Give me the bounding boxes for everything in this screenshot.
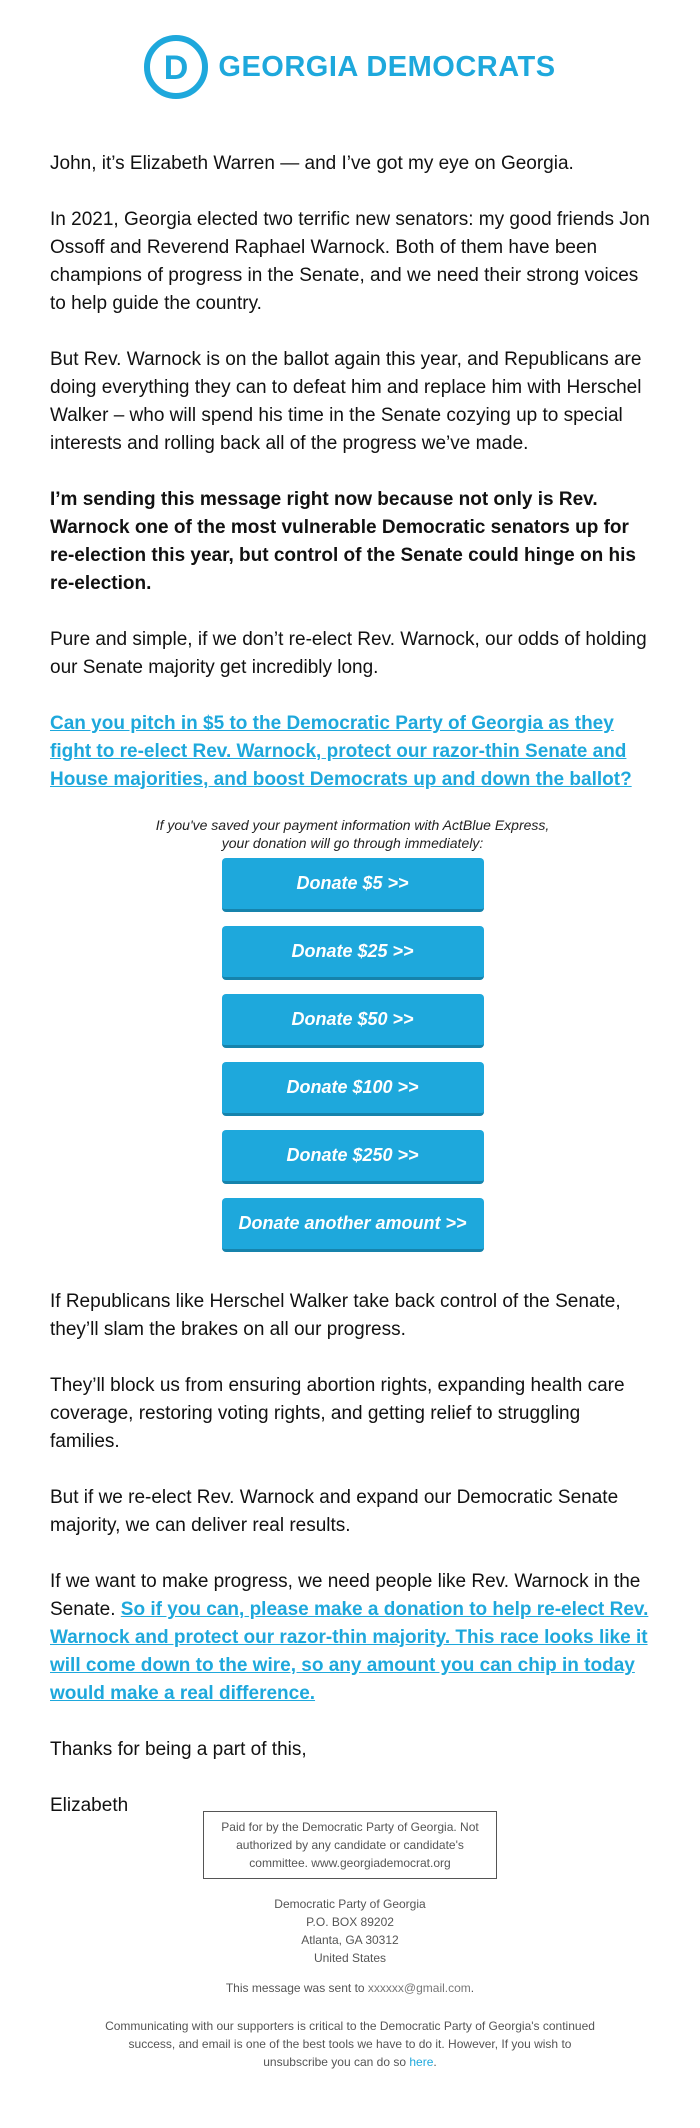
recipient-email: xxxxxx@gmail.com [367,1981,471,1995]
results-paragraph: But if we re-elect Rev. Warnock and expand our Democratic Senate majority, we can deliver real results. [50,1487,619,1536]
brakes-paragraph: If Republicans like Herschel Walker take back control of the Senate, they’ll slam the brakes on all our progress. [50,1291,621,1340]
donate-buttons [50,858,655,1266]
unsubscribe-link[interactable]: here [409,2055,434,2069]
recipient-notice [0,1979,700,1997]
donate-250-button[interactable]: Donate $250 >> [222,1130,484,1184]
address-line: United States [313,1951,387,1965]
express-note-line: If you've saved your payment information with ActBlue Express, [155,817,550,833]
donate-25-button[interactable]: Donate $25 >> [222,926,484,980]
odds-paragraph: Pure and simple, if we don’t re-elect Rev. Warnock, our odds of holding our Senate majority get incredibly long. [50,629,647,678]
urgent-paragraph: I’m sending this message right now because not only is Rev. Warnock one of the most vulnerable Democratic senators up for re-election this year, but control of the Senate could hinge on his re-election. [50,489,636,594]
email-body [50,150,655,1848]
express-note-line: your donation will go through immediately: [221,835,484,851]
democrats-logo-icon [144,35,208,99]
intro-paragraph: John, it’s Elizabeth Warren — and I’ve got my eye on Georgia. [50,153,574,174]
donate-other-amount-button[interactable]: Donate another amount >> [222,1198,484,1252]
sent-prefix: This message was sent to [225,1981,365,1995]
donate-ask-link[interactable]: Can you pitch in $5 to the Democratic Party of Georgia as they fight to re-elect Rev. Warnock, protect our razor-thin Senate and House majorities, and boost Democrats up and down the ballot? [50,713,632,790]
progress-text: If we want to make progress, we need people like Rev. Warnock in the Senate. [50,1571,641,1620]
ask-paragraph [50,710,655,794]
svg-text:D: D [164,49,189,87]
address-line: Atlanta, GA 30312 [301,1933,399,1947]
donate-100-button[interactable]: Donate $100 >> [222,1062,484,1116]
block-paragraph: They’ll block us from ensuring abortion rights, expanding health care coverage, restoring voting rights, and getting relief to struggling families. [50,1375,625,1452]
signature: Elizabeth [50,1795,129,1816]
mailing-address [0,1895,700,1967]
ballot-paragraph: But Rev. Warnock is on the ballot again this year, and Republicans are doing everything they can to defeat him and replace him with Herschel Walker – who will spend his time in the Senate cozying up to special interests and rolling back all of the progress we’ve made. [50,349,642,454]
email-header [0,32,700,102]
unsubscribe-end: . [433,2055,437,2069]
address-line: Democratic Party of Georgia [274,1897,426,1911]
address-line: P.O. BOX 89202 [306,1915,394,1929]
donate-progress-link[interactable]: So if you can, please make a donation to help re-elect Rev. Warnock and protect our razor-thin majority. This race looks like it will come down to the wire, so any amount you can chip in today would make a real difference. [50,1599,649,1704]
senators-paragraph: In 2021, Georgia elected two terrific new senators: my good friends Jon Ossoff and Reverend Raphael Warnock. Both of them have been champions of progress in the Senate, and we need their strong voices to help guide the country. [50,209,650,314]
thanks-line: Thanks for being a part of this, [50,1739,307,1760]
email-footer [0,1811,700,2071]
donate-50-button[interactable]: Donate $50 >> [222,994,484,1048]
paid-for-disclaimer: Paid for by the Democratic Party of Georgia. Not authorized by any candidate or candidate's committee. www.georgiademocrat.org [203,1811,497,1879]
brand-name: GEORGIA DEMOCRATS [218,50,556,83]
actblue-express-note [50,816,655,852]
sent-suffix: . [470,1981,475,1995]
unsubscribe-text: Communicating with our supporters is critical to the Democratic Party of Georgia's continued success, and email is one of the best tools we have to do it. However, If you wish to unsubscribe you can do so [105,2019,595,2069]
donate-5-button[interactable]: Donate $5 >> [222,858,484,912]
progress-paragraph [50,1568,655,1708]
unsubscribe-notice [100,2017,600,2071]
